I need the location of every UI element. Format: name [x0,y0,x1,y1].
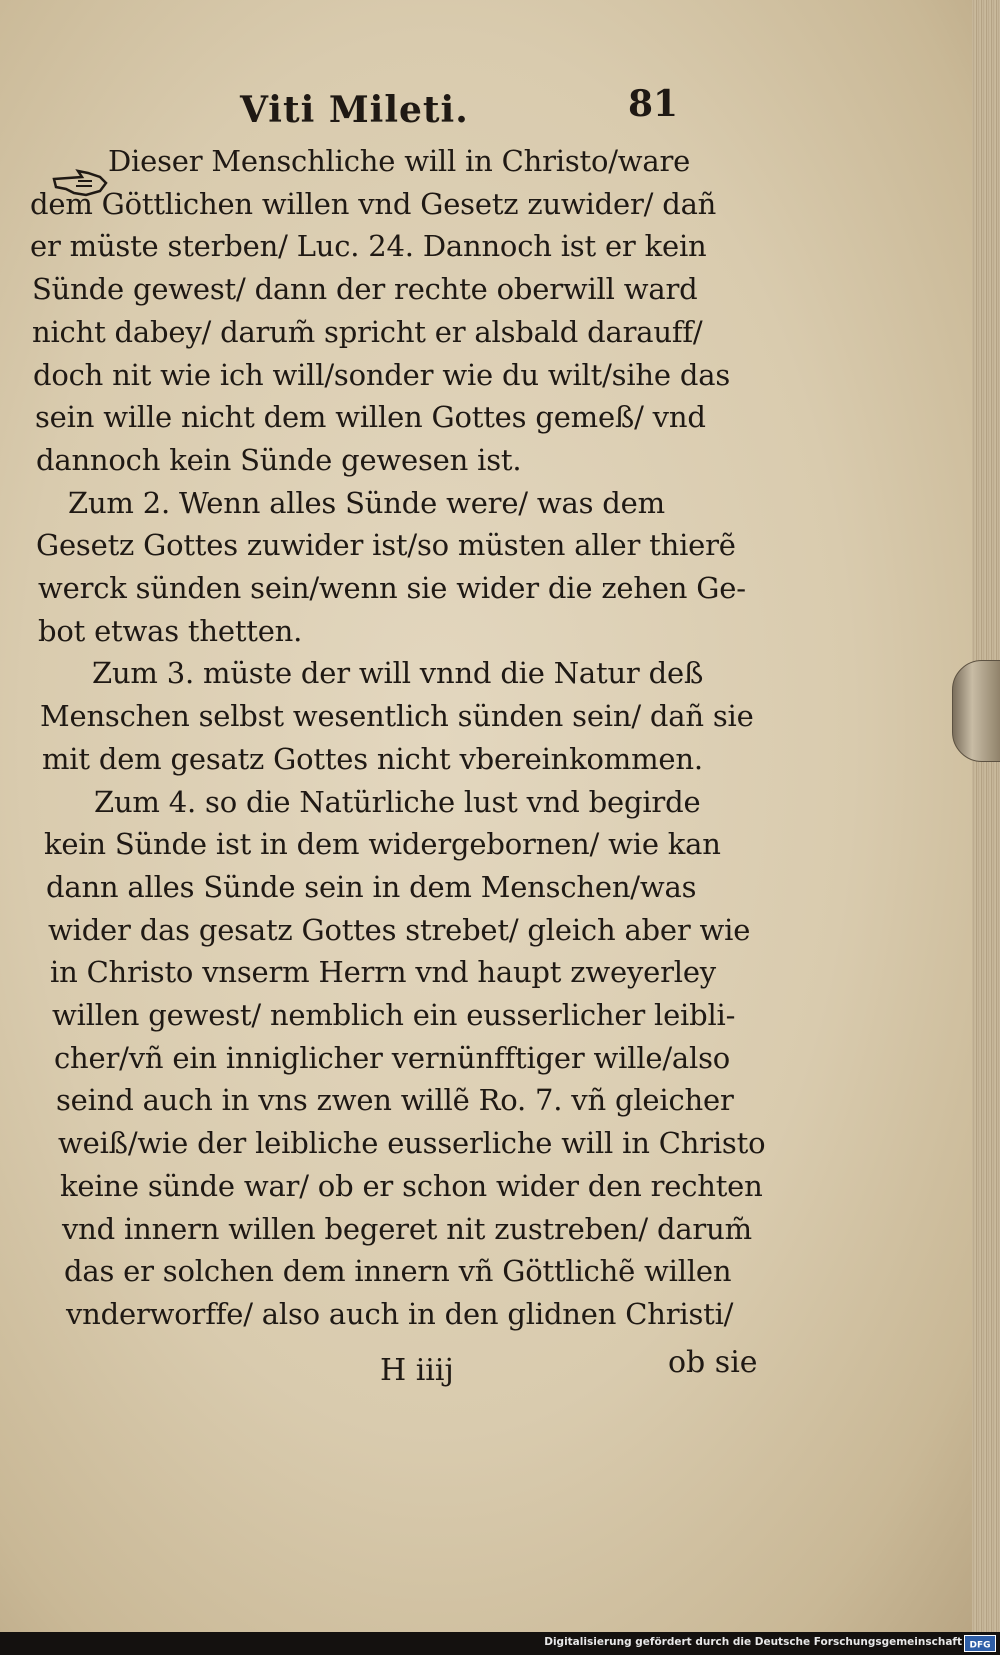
text-line: willen gewest/ nemblich ein eusserlicher leibli- [52,998,736,1032]
text-line: Zum 3. müste der will vnnd die Natur deß [92,656,704,690]
text-line: Sünde gewest/ dann der rechte oberwill ward [32,272,698,306]
signature-mark: H iiij [380,1353,454,1388]
catchword: ob sie [668,1345,758,1380]
text-line: er müste sterben/ Luc. 24. Dannoch ist er kein [30,229,707,263]
text-line: Menschen selbst wesentlich sünden sein/ dañ sie [40,699,754,733]
text-line: wider das gesatz Gottes strebet/ gleich aber wie [48,913,751,947]
text-line: kein Sünde ist in dem widergebornen/ wie kan [44,827,721,861]
book-clasp [952,660,1000,762]
running-title: Viti Mileti. [240,89,469,131]
text-line: vnderworffe/ also auch in den glidnen Christi/ [66,1297,734,1331]
text-line: nicht dabey/ darum̃ spricht er alsbald darauff/ [32,315,703,349]
text-line: in Christo vnserm Herrn vnd haupt zweyerley [50,955,716,989]
footer-credit: Digitalisierung gefördert durch die Deutsche Forschungsgemeinschaft [544,1636,962,1648]
text-line: cher/vñ ein inniglicher vernünfftiger wille/also [54,1041,731,1075]
page-number: 81 [628,83,679,125]
text-line: Zum 2. Wenn alles Sünde were/ was dem [68,486,665,520]
text-line: keine sünde war/ ob er schon wider den rechten [60,1169,763,1203]
text-line: vnd innern willen begeret nit zustreben/ darum̃ [62,1212,752,1246]
text-line: Gesetz Gottes zuwider ist/so müsten aller thierẽ [36,528,736,562]
text-line: werck sünden sein/wenn sie wider die zehen Ge- [38,571,746,605]
page-edges [972,0,1000,1632]
text-line: Dieser Menschliche will in Christo/ware [108,144,691,178]
dfg-logo [964,1635,996,1652]
text-line: mit dem gesatz Gottes nicht vbereinkommen. [42,742,703,776]
svg-text:DFG: DFG [969,1640,991,1651]
text-line: bot etwas thetten. [38,614,303,648]
text-line: sein wille nicht dem willen Gottes gemeß/ vnd [35,400,706,434]
text-line: das er solchen dem innern vñ Göttlichẽ willen [64,1254,732,1288]
text-line: dannoch kein Sünde gewesen ist. [36,443,522,477]
text-line: doch nit wie ich will/sonder wie du wilt/sihe das [33,358,731,392]
text-line: dem Göttlichen willen vnd Gesetz zuwider/ dañ [30,187,717,221]
text-line: Zum 4. so die Natürliche lust vnd begirde [94,785,701,819]
text-line: dann alles Sünde sein in dem Menschen/was [46,870,697,904]
text-line: seind auch in vns zwen willẽ Ro. 7. vñ gleicher [56,1083,734,1117]
text-line: weiß/wie der leibliche eusserliche will in Christo [58,1126,766,1160]
